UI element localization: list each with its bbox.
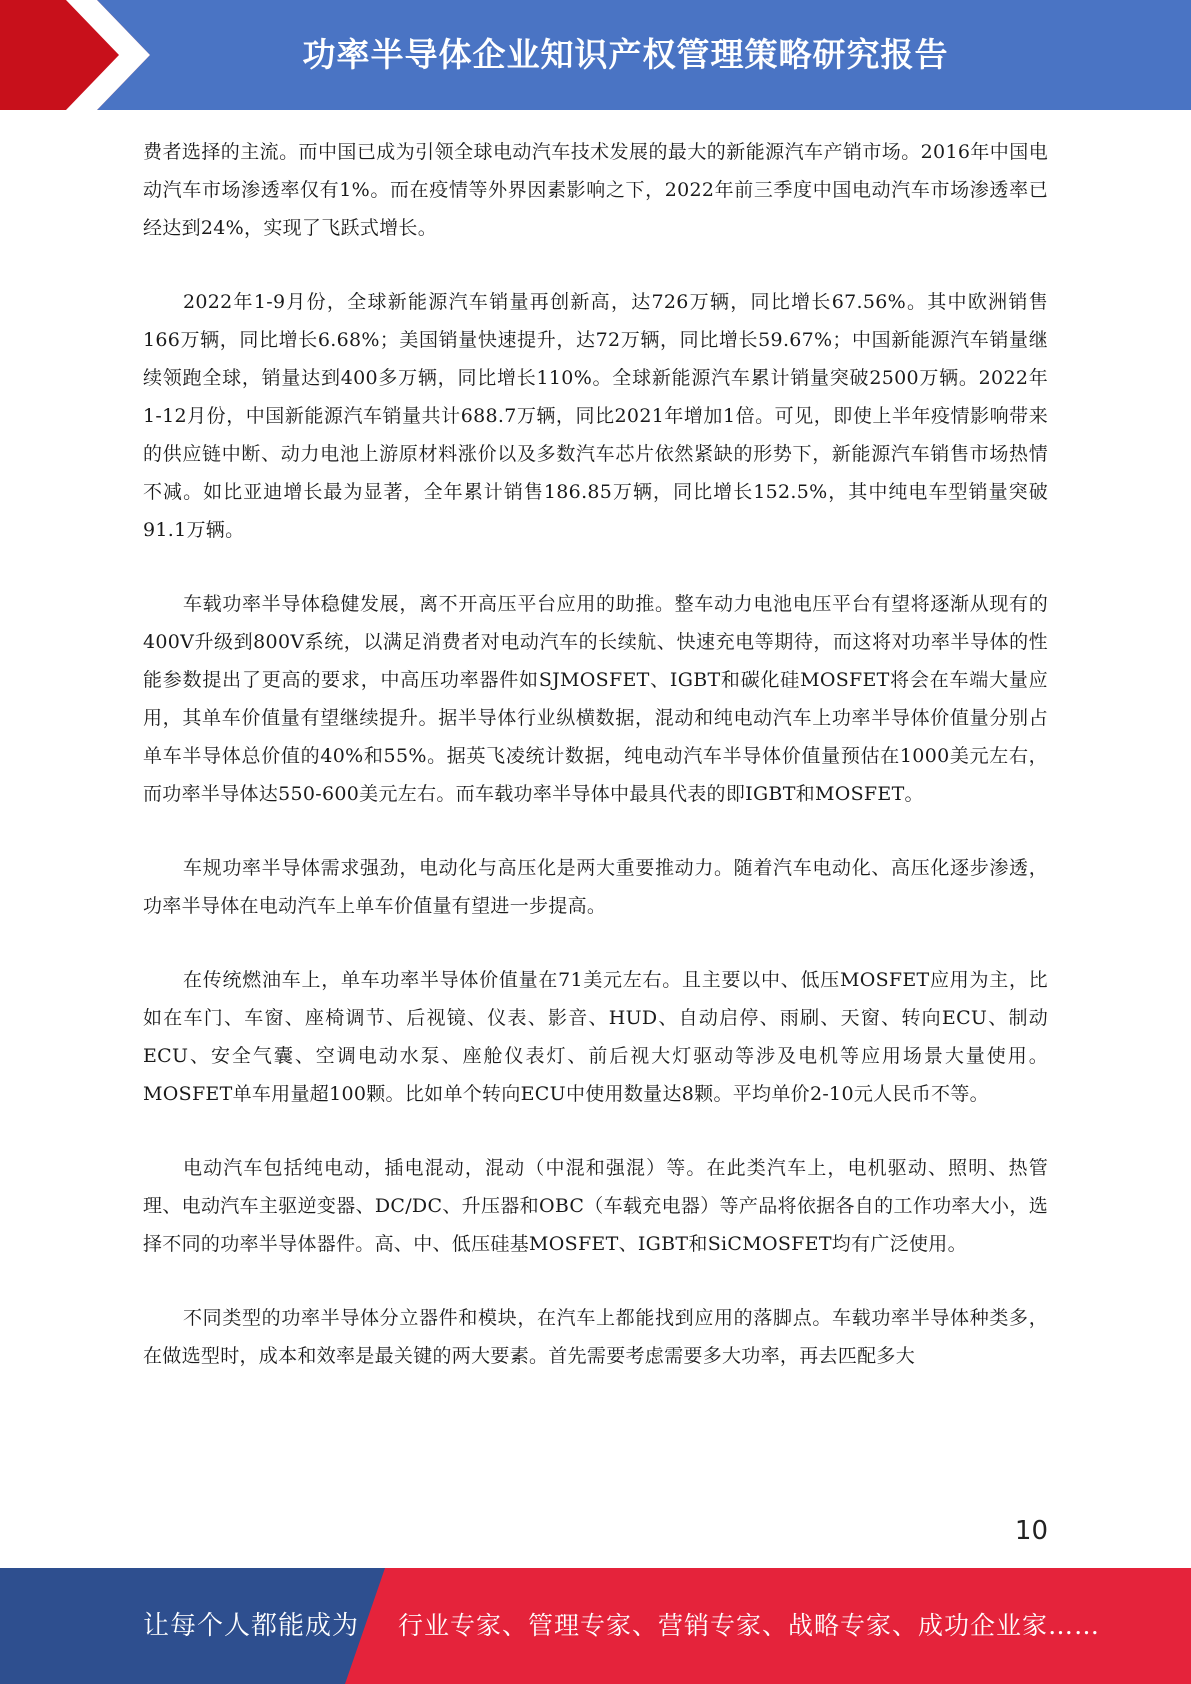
paragraph-ev-market-penetration: 费者选择的主流。而中国已成为引领全球电动汽车技术发展的最大的新能源汽车产销市场。2016年中国电动汽车市场渗透率仅有1%。而在疫情等外界因素影响之下，2022年前三季度中国电动汽车市场渗透率已经达到24%，实现了飞跃式增长。 [143,141,1048,239]
report-body [143,133,1048,1411]
paragraph-automotive-demand: 车规功率半导体需求强劲，电动化与高压化是两大重要推动力。随着汽车电动化、高压化逐步渗透，功率半导体在电动汽车上单车价值量有望进一步提高。 [143,857,1048,917]
paragraph-fuel-vehicle-usage: 在传统燃油车上，单车功率半导体价值量在71美元左右。且主要以中、低压MOSFET应用为主，比如在车门、车窗、座椅调节、后视镜、仪表、影音、HUD、自动启停、雨刷、天窗、转向ECU、制动ECU、安全气囊、空调电动水泵、座舱仪表灯、前后视大灯驱动等涉及电机等应用场景大量使用。MOSFET单车用量超100颗。比如单个转向ECU中使用数量达8颗。平均单价2-10元人民币不等。 [143,969,1048,1105]
footer-slogan-lead: 让每个人都能成为 [143,1611,360,1641]
header-banner [0,0,1191,110]
paragraph-high-voltage-platform: 车载功率半导体稳健发展，离不开高压平台应用的助推。整车动力电池电压平台有望将逐渐从现有的400V升级到800V系统，以满足消费者对电动汽车的长续航、快速充电等期待，而这将对功率半导体的性能参数提出了更高的要求，中高压功率器件如SJMOSFET、IGBT和碳化硅MOSFET将会在车端大量应用，其单车价值量有望继续提升。据半导体行业纵横数据，混动和纯电动汽车上功率半导体价值量分别占单车半导体总价值的40%和55%。据英飞凌统计数据，纯电动汽车半导体价值量预估在1000美元左右，而功率半导体达550-600美元左右。而车载功率半导体中最具代表的即IGBT和MOSFET。 [143,593,1048,805]
document-title: 功率半导体企业知识产权管理策略研究报告 [302,35,949,74]
footer-banner [0,1568,1191,1684]
footer-slogan-roles: 行业专家、管理专家、营销专家、战略专家、成功企业家…… [398,1611,1101,1640]
paragraph-ev-sales-2022: 2022年1-9月份，全球新能源汽车销量再创新高，达726万辆，同比增长67.56%。其中欧洲销售166万辆，同比增长6.68%；美国销量快速提升，达72万辆，同比增长59.67%；中国新能源汽车销量继续领跑全球，销量达到400多万辆，同比增长110%。全球新能源汽车累计销量突破2500万辆。2022年1-12月份，中国新能源汽车销量共计688.7万辆，同比2021年增加1倍。可见，即使上半年疫情影响带来的供应链中断、动力电池上游原材料涨价以及多数汽车芯片依然紧缺的形势下，新能源汽车销售市场热情不减。如比亚迪增长最为显著，全年累计销售186.85万辆，同比增长152.5%，其中纯电车型销量突破91.1万辆。 [143,291,1048,541]
paragraph-ev-types: 电动汽车包括纯电动，插电混动，混动（中混和强混）等。在此类汽车上，电机驱动、照明、热管理、电动汽车主驱逆变器、DC/DC、升压器和OBC（车载充电器）等产品将依据各自的工作功率大小，选择不同的功率半导体器件。高、中、低压硅基MOSFET、IGBT和SiCMOSFET均有广泛使用。 [143,1157,1048,1255]
paragraph-device-selection: 不同类型的功率半导体分立器件和模块，在汽车上都能找到应用的落脚点。车载功率半导体种类多，在做选型时，成本和效率是最关键的两大要素。首先需要考虑需要多大功率，再去匹配多大 [143,1307,1048,1367]
page-number: 10 [1014,1516,1048,1546]
